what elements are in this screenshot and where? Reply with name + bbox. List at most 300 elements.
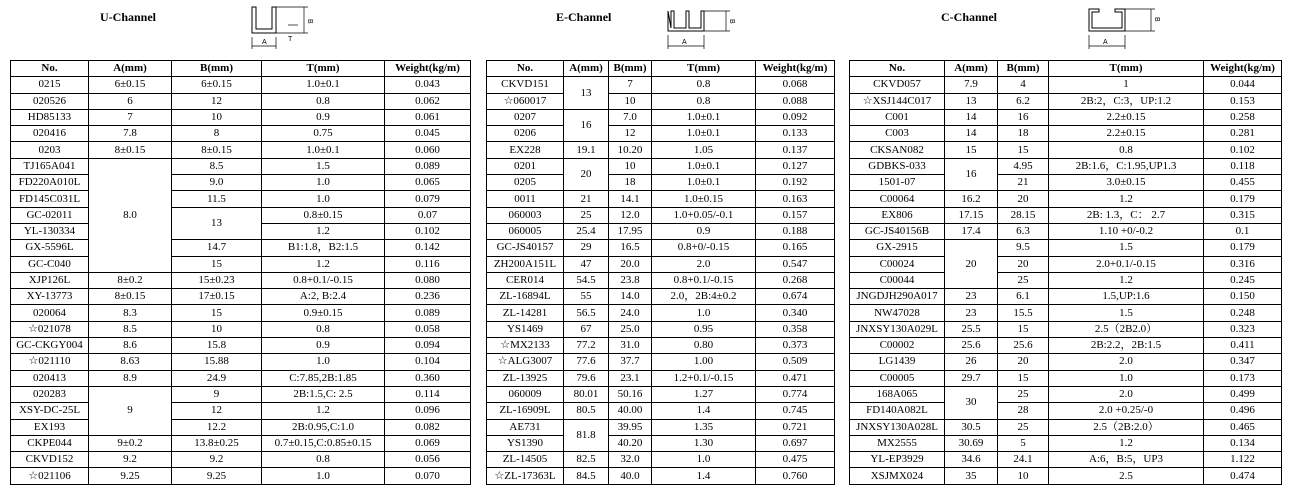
weight-cell: 0.760: [756, 468, 835, 484]
a-value-cell: 67: [564, 321, 609, 337]
b-value-cell: 39.95: [609, 419, 652, 435]
a-value-cell: 23: [945, 305, 998, 321]
weight-cell: 0.150: [1204, 289, 1282, 305]
part-no-cell: XSJMX024: [850, 468, 945, 484]
a-value-cell: 8±0.2: [89, 272, 172, 288]
part-no-cell: GX-2915: [850, 240, 945, 256]
b-value-cell: 24.0: [609, 305, 652, 321]
u-channel-title: U-Channel: [100, 10, 157, 24]
b-value-cell: 10.20: [609, 142, 652, 158]
weight-cell: 0.347: [1204, 354, 1282, 370]
b-value-cell: 16.5: [609, 240, 652, 256]
part-no-cell: 060009: [487, 386, 564, 402]
table-row: [487, 370, 835, 386]
b-value-cell: 6.1: [998, 289, 1049, 305]
b-value-cell: 9.5: [998, 240, 1049, 256]
b-value-cell: 10: [172, 109, 262, 125]
a-value-cell: 16.2: [945, 191, 998, 207]
weight-cell: 0.496: [1204, 403, 1282, 419]
b-value-cell: 13: [172, 207, 262, 240]
part-no-cell: C00064: [850, 191, 945, 207]
t-value-cell: 3.0±0.15: [1049, 175, 1204, 191]
a-value-cell: 79.6: [564, 370, 609, 386]
t-value-cell: 2B:1.6，C:1.95,UP1.3: [1049, 158, 1204, 174]
part-no-cell: TJ165A041: [11, 158, 89, 174]
b-value-cell: 12: [172, 403, 262, 419]
table-row: [850, 207, 1282, 223]
weight-cell: 0.114: [385, 386, 471, 402]
part-no-cell: CKSAN082: [850, 142, 945, 158]
weight-cell: 0.165: [756, 240, 835, 256]
t-value-cell: 1.5: [262, 158, 385, 174]
c-table-body: [850, 77, 1282, 484]
part-no-cell: YS1390: [487, 435, 564, 451]
b-value-cell: 12: [172, 93, 262, 109]
table-row: [850, 452, 1282, 468]
b-value-cell: 6.3: [998, 223, 1049, 239]
e-table-header-row: [487, 61, 835, 77]
u-channel-section: [10, 0, 470, 482]
part-no-cell: 0215: [11, 77, 89, 93]
t-value-cell: 1: [1049, 77, 1204, 93]
table-row: [487, 158, 835, 174]
c-dim-b: B: [1153, 17, 1160, 22]
weight-cell: 0.142: [385, 240, 471, 256]
table-row: [487, 175, 835, 191]
a-value-cell: 34.6: [945, 452, 998, 468]
e-col-t: T(mm): [652, 61, 756, 77]
b-value-cell: 18: [609, 175, 652, 191]
b-value-cell: 23.1: [609, 370, 652, 386]
t-value-cell: 2B:2.2，2B:1.5: [1049, 338, 1204, 354]
weight-cell: 0.236: [385, 289, 471, 305]
table-row: [11, 93, 471, 109]
weight-cell: 0.070: [385, 468, 471, 484]
u-col-no: No.: [11, 61, 89, 77]
weight-cell: 0.465: [1204, 419, 1282, 435]
t-value-cell: 1.05: [652, 142, 756, 158]
weight-cell: 0.068: [756, 77, 835, 93]
part-no-cell: AE731: [487, 419, 564, 435]
part-no-cell: ☆021078: [11, 321, 89, 337]
table-row: [850, 305, 1282, 321]
b-value-cell: 17.95: [609, 223, 652, 239]
weight-cell: 0.547: [756, 256, 835, 272]
a-value-cell: 25.4: [564, 223, 609, 239]
part-no-cell: GX-5596L: [11, 240, 89, 256]
weight-cell: 0.153: [1204, 93, 1282, 109]
table-row: [11, 109, 471, 125]
a-value-cell: 54.5: [564, 272, 609, 288]
part-no-cell: C00005: [850, 370, 945, 386]
part-no-cell: 168A065: [850, 386, 945, 402]
table-row: [850, 256, 1282, 272]
table-row: [850, 321, 1282, 337]
e-table-body: [487, 77, 835, 484]
t-value-cell: 2.0，2B:4±0.2: [652, 289, 756, 305]
weight-cell: 0.474: [1204, 468, 1282, 484]
weight-cell: 0.315: [1204, 207, 1282, 223]
b-value-cell: 40.20: [609, 435, 652, 451]
weight-cell: 0.134: [1204, 435, 1282, 451]
part-no-cell: JNXSY130A028L: [850, 419, 945, 435]
table-row: [487, 305, 835, 321]
part-no-cell: XSY-DC-25L: [11, 403, 89, 419]
t-value-cell: 2B: 1.3，C： 2.7: [1049, 207, 1204, 223]
b-value-cell: 31.0: [609, 338, 652, 354]
part-no-cell: ☆ALG3007: [487, 354, 564, 370]
part-no-cell: 060003: [487, 207, 564, 223]
part-no-cell: 0201: [487, 158, 564, 174]
a-value-cell: 13: [945, 93, 998, 109]
a-value-cell: 19.1: [564, 142, 609, 158]
table-row: [850, 175, 1282, 191]
a-value-cell: 81.8: [564, 419, 609, 452]
table-row: [11, 354, 471, 370]
a-value-cell: 30: [945, 386, 998, 419]
b-value-cell: 15: [998, 370, 1049, 386]
u-col-a: A(mm): [89, 61, 172, 77]
weight-cell: 0.316: [1204, 256, 1282, 272]
part-no-cell: 0011: [487, 191, 564, 207]
a-value-cell: 47: [564, 256, 609, 272]
c-channel-header: [849, 0, 1281, 58]
table-row: [487, 403, 835, 419]
a-value-cell: 8±0.15: [89, 142, 172, 158]
b-value-cell: 6.2: [998, 93, 1049, 109]
weight-cell: 0.079: [385, 191, 471, 207]
part-no-cell: ☆ZL-17363L: [487, 468, 564, 484]
part-no-cell: GC-CKGY004: [11, 338, 89, 354]
t-value-cell: 1.2: [1049, 191, 1204, 207]
part-no-cell: 020526: [11, 93, 89, 109]
table-row: [487, 223, 835, 239]
u-dim-a: A: [262, 39, 267, 46]
weight-cell: 0.509: [756, 354, 835, 370]
part-no-cell: GC-C040: [11, 256, 89, 272]
t-value-cell: 1.2+0.1/-0.15: [652, 370, 756, 386]
b-value-cell: 15: [172, 305, 262, 321]
b-value-cell: 10: [998, 468, 1049, 484]
table-row: [487, 109, 835, 125]
t-value-cell: 0.7±0.15,C:0.85±0.15: [262, 435, 385, 451]
b-value-cell: 21: [998, 175, 1049, 191]
table-row: [850, 468, 1282, 484]
part-no-cell: FD145C031L: [11, 191, 89, 207]
table-row: [850, 272, 1282, 288]
table-row: [850, 435, 1282, 451]
table-row: [850, 354, 1282, 370]
a-value-cell: 82.5: [564, 452, 609, 468]
part-no-cell: ZL-13925: [487, 370, 564, 386]
table-row: [487, 207, 835, 223]
weight-cell: 0.137: [756, 142, 835, 158]
a-value-cell: 8.9: [89, 370, 172, 386]
e-col-weight: Weight(kg/m): [756, 61, 835, 77]
table-row: [11, 191, 471, 207]
c-channel-section: [849, 0, 1281, 482]
table-row: [487, 191, 835, 207]
weight-cell: 0.721: [756, 419, 835, 435]
a-value-cell: 77.6: [564, 354, 609, 370]
weight-cell: 0.163: [756, 191, 835, 207]
t-value-cell: 1.0: [1049, 370, 1204, 386]
weight-cell: 0.245: [1204, 272, 1282, 288]
part-no-cell: ZL-14281: [487, 305, 564, 321]
t-value-cell: 0.9: [262, 338, 385, 354]
b-value-cell: 12: [609, 126, 652, 142]
t-value-cell: 1.4: [652, 468, 756, 484]
table-row: [487, 452, 835, 468]
weight-cell: 0.060: [385, 142, 471, 158]
table-row: [487, 240, 835, 256]
t-value-cell: 2.0+0.1/-0.15: [1049, 256, 1204, 272]
a-value-cell: 6±0.15: [89, 77, 172, 93]
part-no-cell: CER014: [487, 272, 564, 288]
weight-cell: 0.044: [1204, 77, 1282, 93]
t-value-cell: 1.2: [262, 256, 385, 272]
table-row: [850, 338, 1282, 354]
c-table-header-row: [850, 61, 1282, 77]
weight-cell: 0.043: [385, 77, 471, 93]
b-value-cell: 14.1: [609, 191, 652, 207]
table-row: [487, 338, 835, 354]
table-row: [850, 93, 1282, 109]
t-value-cell: 1.00: [652, 354, 756, 370]
part-no-cell: ☆MX2133: [487, 338, 564, 354]
a-value-cell: 9.2: [89, 452, 172, 468]
b-value-cell: 20: [998, 191, 1049, 207]
b-value-cell: 15: [998, 142, 1049, 158]
b-value-cell: 25.0: [609, 321, 652, 337]
part-no-cell: GC-02011: [11, 207, 89, 223]
t-value-cell: 0.80: [652, 338, 756, 354]
t-value-cell: 1.0: [262, 468, 385, 484]
weight-cell: 0.475: [756, 452, 835, 468]
t-value-cell: 0.75: [262, 126, 385, 142]
t-value-cell: 1.5,UP:1.6: [1049, 289, 1204, 305]
table-row: [11, 158, 471, 174]
a-value-cell: 9.25: [89, 468, 172, 484]
table-row: [11, 175, 471, 191]
b-value-cell: 40.0: [609, 468, 652, 484]
t-value-cell: 1.30: [652, 435, 756, 451]
weight-cell: 0.358: [756, 321, 835, 337]
part-no-cell: C00044: [850, 272, 945, 288]
part-no-cell: CKVD057: [850, 77, 945, 93]
weight-cell: 0.082: [385, 419, 471, 435]
part-no-cell: 020413: [11, 370, 89, 386]
e-channel-table: [486, 60, 835, 485]
table-row: [850, 240, 1282, 256]
table-row: [11, 321, 471, 337]
table-row: [11, 142, 471, 158]
b-value-cell: 28: [998, 403, 1049, 419]
b-value-cell: 25.6: [998, 338, 1049, 354]
weight-cell: 0.127: [756, 158, 835, 174]
table-row: [487, 321, 835, 337]
part-no-cell: CKVD152: [11, 452, 89, 468]
table-row: [11, 338, 471, 354]
b-value-cell: 40.00: [609, 403, 652, 419]
a-value-cell: 35: [945, 468, 998, 484]
a-value-cell: 80.5: [564, 403, 609, 419]
b-value-cell: 15: [172, 256, 262, 272]
weight-cell: 0.056: [385, 452, 471, 468]
weight-cell: 0.179: [1204, 240, 1282, 256]
table-row: [850, 289, 1282, 305]
table-row: [487, 272, 835, 288]
b-value-cell: 37.7: [609, 354, 652, 370]
b-value-cell: 4: [998, 77, 1049, 93]
e-channel-title: E-Channel: [556, 10, 612, 24]
table-row: [487, 386, 835, 402]
part-no-cell: CKVD151: [487, 77, 564, 93]
a-value-cell: 7: [89, 109, 172, 125]
a-value-cell: 29: [564, 240, 609, 256]
b-value-cell: 20.0: [609, 256, 652, 272]
t-value-cell: 1.0: [262, 175, 385, 191]
t-value-cell: 0.8: [262, 452, 385, 468]
part-no-cell: YS1469: [487, 321, 564, 337]
b-value-cell: 4.95: [998, 158, 1049, 174]
weight-cell: 0.323: [1204, 321, 1282, 337]
c-col-no: No.: [850, 61, 945, 77]
t-value-cell: 0.8: [262, 321, 385, 337]
weight-cell: 0.116: [385, 256, 471, 272]
part-no-cell: GDBKS-033: [850, 158, 945, 174]
table-row: [11, 468, 471, 484]
weight-cell: 0.104: [385, 354, 471, 370]
t-value-cell: 0.8+0/-0.15: [652, 240, 756, 256]
a-value-cell: 56.5: [564, 305, 609, 321]
a-value-cell: 8.63: [89, 354, 172, 370]
u-channel-header: [10, 0, 470, 58]
t-value-cell: 2.2±0.15: [1049, 109, 1204, 125]
t-value-cell: 0.9: [652, 223, 756, 239]
part-no-cell: YL-EP3929: [850, 452, 945, 468]
a-value-cell: 16: [945, 158, 998, 191]
part-no-cell: MX2555: [850, 435, 945, 451]
a-value-cell: 7.8: [89, 126, 172, 142]
c-col-t: T(mm): [1049, 61, 1204, 77]
table-row: [850, 142, 1282, 158]
b-value-cell: 16: [998, 109, 1049, 125]
t-value-cell: 1.0±0.1: [652, 109, 756, 125]
weight-cell: 0.188: [756, 223, 835, 239]
t-value-cell: 1.5: [1049, 240, 1204, 256]
table-row: [487, 435, 835, 451]
t-value-cell: 0.8: [1049, 142, 1204, 158]
weight-cell: 0.157: [756, 207, 835, 223]
part-no-cell: JNGDJH290A017: [850, 289, 945, 305]
part-no-cell: 1501-07: [850, 175, 945, 191]
b-value-cell: 24.9: [172, 370, 262, 386]
t-value-cell: 1.0: [652, 452, 756, 468]
c-col-weight: Weight(kg/m): [1204, 61, 1282, 77]
part-no-cell: 0207: [487, 109, 564, 125]
part-no-cell: ZL-16909L: [487, 403, 564, 419]
a-value-cell: 21: [564, 191, 609, 207]
e-col-a: A(mm): [564, 61, 609, 77]
b-value-cell: 8±0.15: [172, 142, 262, 158]
t-value-cell: 1.0±0.1: [262, 77, 385, 93]
a-value-cell: 30.69: [945, 435, 998, 451]
t-value-cell: 1.0+0.05/-0.1: [652, 207, 756, 223]
a-value-cell: 26: [945, 354, 998, 370]
b-value-cell: 28.15: [998, 207, 1049, 223]
part-no-cell: CKPE044: [11, 435, 89, 451]
b-value-cell: 15.8: [172, 338, 262, 354]
part-no-cell: 0206: [487, 126, 564, 142]
table-row: [11, 403, 471, 419]
table-row: [487, 354, 835, 370]
b-value-cell: 15±0.23: [172, 272, 262, 288]
weight-cell: 0.192: [756, 175, 835, 191]
part-no-cell: XJP126L: [11, 272, 89, 288]
part-no-cell: ☆021106: [11, 468, 89, 484]
weight-cell: 0.088: [756, 93, 835, 109]
weight-cell: 0.697: [756, 435, 835, 451]
b-value-cell: 18: [998, 126, 1049, 142]
weight-cell: 0.07: [385, 207, 471, 223]
table-row: [850, 370, 1282, 386]
part-no-cell: GC-JS40157: [487, 240, 564, 256]
part-no-cell: 060005: [487, 223, 564, 239]
b-value-cell: 9.0: [172, 175, 262, 191]
a-value-cell: 80.01: [564, 386, 609, 402]
t-value-cell: 2.2±0.15: [1049, 126, 1204, 142]
t-value-cell: A:6，B:5，UP3: [1049, 452, 1204, 468]
weight-cell: 0.340: [756, 305, 835, 321]
t-value-cell: 1.0±0.15: [652, 191, 756, 207]
weight-cell: 0.092: [756, 109, 835, 125]
c-dim-a: A: [1103, 39, 1108, 46]
t-value-cell: 1.27: [652, 386, 756, 402]
weight-cell: 0.499: [1204, 386, 1282, 402]
part-no-cell: 0203: [11, 142, 89, 158]
a-value-cell: 9: [89, 386, 172, 435]
t-value-cell: 0.8+0.1/-0.15: [652, 272, 756, 288]
weight-cell: 0.069: [385, 435, 471, 451]
part-no-cell: NW47028: [850, 305, 945, 321]
weight-cell: 0.133: [756, 126, 835, 142]
table-row: [850, 77, 1282, 93]
weight-cell: 0.102: [385, 223, 471, 239]
b-value-cell: 14.0: [609, 289, 652, 305]
b-value-cell: 9: [172, 386, 262, 402]
part-no-cell: ZL-16894L: [487, 289, 564, 305]
c-channel-profile-diagram: [1081, 3, 1171, 55]
c-col-a: A(mm): [945, 61, 998, 77]
b-value-cell: 6±0.15: [172, 77, 262, 93]
t-value-cell: 1.0: [652, 305, 756, 321]
table-row: [487, 126, 835, 142]
part-no-cell: EX228: [487, 142, 564, 158]
table-row: [11, 452, 471, 468]
t-value-cell: C:7.85,2B:1.85: [262, 370, 385, 386]
weight-cell: 0.058: [385, 321, 471, 337]
e-dim-a: A: [682, 39, 687, 46]
a-value-cell: 7.9: [945, 77, 998, 93]
t-value-cell: 0.9: [262, 109, 385, 125]
a-value-cell: 55: [564, 289, 609, 305]
a-value-cell: 8.5: [89, 321, 172, 337]
t-value-cell: 0.8+0.1/-0.15: [262, 272, 385, 288]
t-value-cell: 2.0: [652, 256, 756, 272]
weight-cell: 0.745: [756, 403, 835, 419]
b-value-cell: 12.2: [172, 419, 262, 435]
